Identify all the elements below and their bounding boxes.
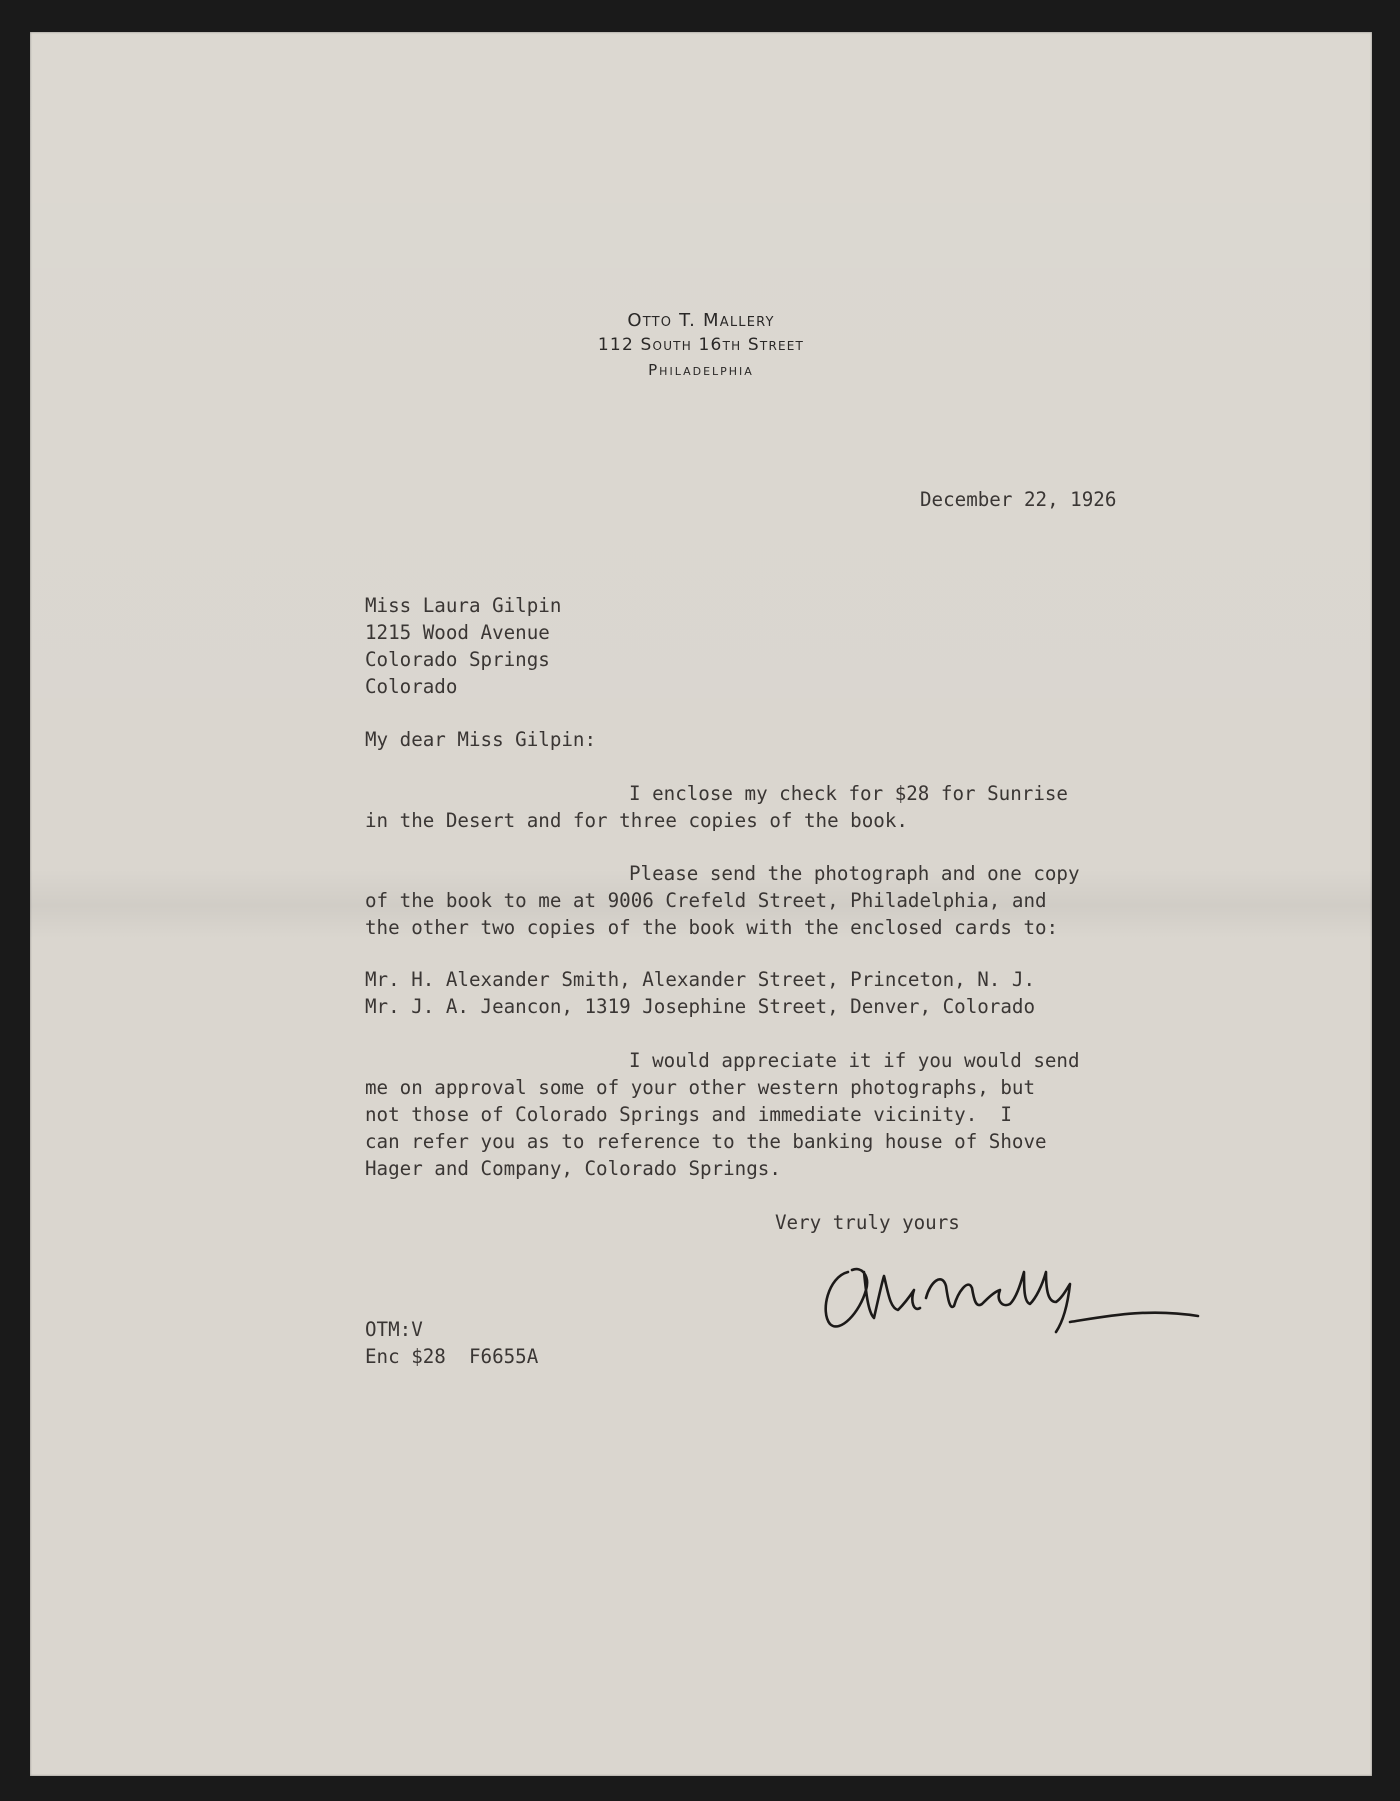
enclosure-note: Enc $28 F6655A	[365, 1345, 539, 1368]
paragraph-line: Hager and Company, Colorado Springs.	[365, 1157, 781, 1180]
paragraph-line: the other two copies of the book with the enclosed cards to:	[365, 916, 1059, 939]
paragraph-line: I enclose my check for $28 for Sunrise	[629, 782, 1068, 805]
paragraph-line: I would appreciate it if you would send	[629, 1049, 1080, 1072]
letter-date: December 22, 1926	[920, 488, 1117, 511]
recipient-city: Colorado Springs	[365, 648, 550, 671]
recipient-address	[365, 592, 561, 700]
paragraph-1	[365, 780, 1068, 834]
paragraph-line: in the Desert and for three copies of the book.	[365, 809, 908, 832]
list-item: Mr. J. A. Jeancon, 1319 Josephine Street, Denver, Colorado	[365, 995, 1036, 1018]
letterhead	[30, 308, 1372, 383]
paragraph-line: Please send the photograph and one copy	[629, 862, 1080, 885]
list-item: Mr. H. Alexander Smith, Alexander Street, Princeton, N. J.	[365, 968, 1036, 991]
letterhead-name: Otto T. Mallery	[627, 310, 775, 331]
paragraph-line: of the book to me at 9006 Crefeld Street, Philadelphia, and	[365, 889, 1047, 912]
letterhead-city: Philadelphia	[648, 361, 754, 379]
closing: Very truly yours	[775, 1211, 960, 1234]
paragraph-3	[365, 1047, 1080, 1182]
paragraph-line: not those of Colorado Springs and immediate vicinity. I	[365, 1103, 1012, 1126]
book-recipients-list	[365, 966, 1035, 1020]
recipient-name: Miss Laura Gilpin	[365, 594, 562, 617]
letter-page	[30, 32, 1372, 1776]
typist-initials-block	[365, 1316, 538, 1370]
recipient-street: 1215 Wood Avenue	[365, 621, 550, 644]
paragraph-2	[365, 860, 1080, 941]
handwritten-signature	[818, 1242, 1208, 1342]
letterhead-address: 112 South 16th Street	[597, 335, 805, 355]
paragraph-line: can refer you as to reference to the banking house of Shove	[365, 1130, 1047, 1153]
paragraph-line: me on approval some of your other western photographs, but	[365, 1076, 1036, 1099]
recipient-state: Colorado	[365, 675, 458, 698]
typist-initials: OTM:V	[365, 1318, 423, 1341]
salutation: My dear Miss Gilpin:	[365, 728, 597, 751]
